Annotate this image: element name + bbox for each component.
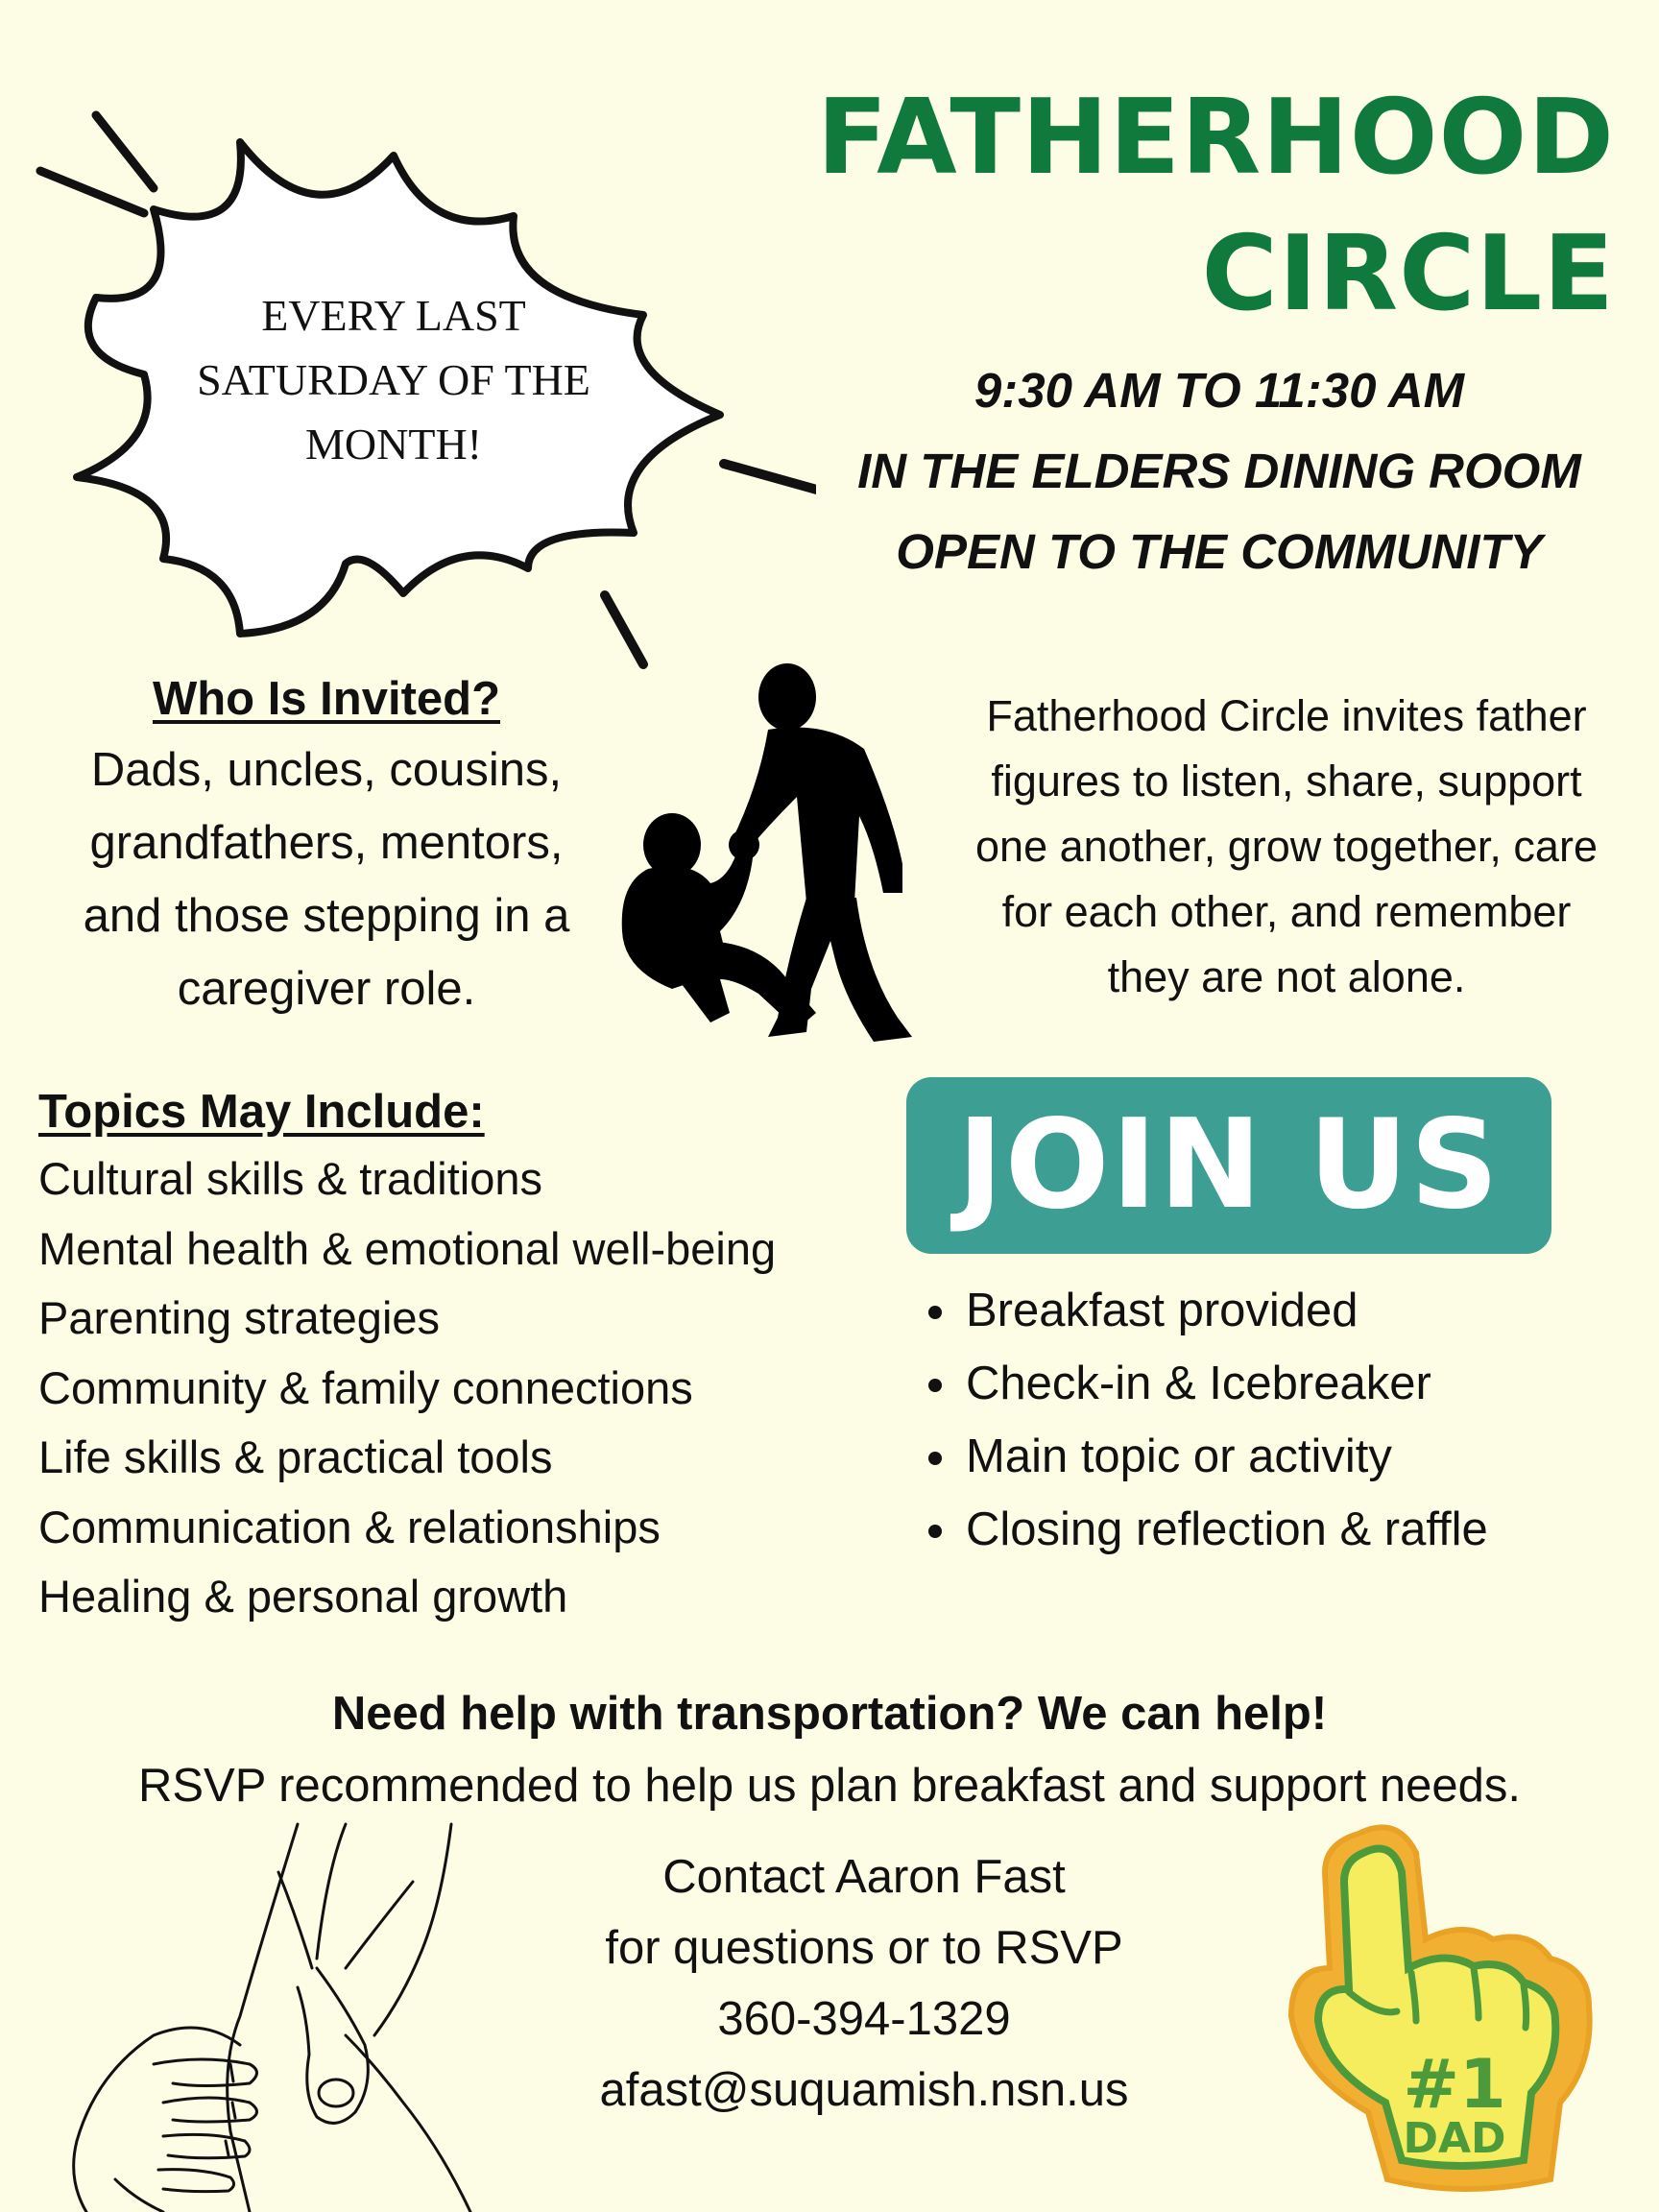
topic-item: Life skills & practical tools [38, 1431, 553, 1482]
title-line-2: CIRCLE [1201, 214, 1615, 334]
topics-section [38, 1085, 902, 1632]
invited-heading: Who Is Invited? [152, 673, 501, 725]
contact-phone[interactable]: 360-394-1329 [717, 1993, 1011, 2045]
burst-line-1: EVERY LAST [261, 291, 526, 340]
rsvp-note: RSVP recommended to help us plan breakfast and support needs. [137, 1760, 1522, 1812]
desc-line-1: Fatherhood Circle invites father [986, 691, 1587, 740]
title-line-1: FATHERHOOD [816, 78, 1615, 198]
agenda-list [906, 1274, 1617, 1566]
burst-line-3: MONTH! [305, 420, 482, 469]
join-us-label: JOIN US [957, 1094, 1501, 1237]
invited-line-3: and those stepping in a [83, 890, 570, 942]
invited-line-2: grandfathers, mentors, [89, 817, 564, 869]
topic-item: Cultural skills & traditions [38, 1153, 543, 1204]
topics-list [38, 1144, 902, 1632]
foam-finger-icon [1272, 1815, 1599, 2199]
join-us-badge [906, 1077, 1551, 1254]
agenda-item: • Breakfast provided [962, 1274, 1617, 1347]
topic-item: Mental health & emotional well-being [38, 1222, 777, 1274]
desc-line-3: one another, grow together, care [975, 822, 1598, 871]
topic-item: Parenting strategies [38, 1292, 441, 1343]
burst-line-2: SATURDAY OF THE [197, 355, 590, 404]
topic-item: Community & family connections [38, 1361, 693, 1413]
event-audience: OPEN TO THE COMMUNITY [896, 524, 1543, 579]
desc-line-4: for each other, and remember [1001, 887, 1572, 936]
contact-purpose: for questions or to RSVP [605, 1922, 1123, 1974]
event-location: IN THE ELDERS DINING ROOM [857, 444, 1581, 498]
invited-section [38, 672, 614, 1025]
topic-item: Communication & relationships [38, 1501, 661, 1552]
invited-line-1: Dads, uncles, cousins, [90, 744, 563, 796]
transport-note: Need help with transportation? We can help! [331, 1688, 1328, 1740]
helping-hand-silhouette-icon [614, 653, 970, 1046]
contact-name: Contact Aaron Fast [662, 1851, 1066, 1903]
event-time: 9:30 AM TO 11:30 AM [974, 363, 1465, 418]
contact-email[interactable]: afast@suquamish.nsn.us [599, 2064, 1129, 2116]
event-details [826, 350, 1613, 592]
topic-item: Healing & personal growth [38, 1571, 568, 1622]
agenda-item: • Main topic or activity [962, 1420, 1617, 1493]
contact-block [538, 1841, 1190, 2126]
finger-line-2: DAD [1403, 2114, 1506, 2163]
topics-heading: Topics May Include: [38, 1086, 485, 1138]
invited-line-4: caregiver role. [177, 963, 476, 1015]
agenda-section [906, 1274, 1617, 1566]
agenda-item: • Closing reflection & raffle [962, 1493, 1617, 1566]
agenda-item: • Check-in & Icebreaker [962, 1347, 1617, 1420]
holding-hands-icon [58, 1815, 499, 2212]
burst-text [163, 283, 624, 476]
desc-line-5: they are not alone. [1107, 952, 1466, 1001]
desc-line-2: figures to listen, share, support [991, 757, 1582, 805]
description [941, 684, 1632, 1010]
finger-line-1: #1 [1403, 2045, 1506, 2124]
